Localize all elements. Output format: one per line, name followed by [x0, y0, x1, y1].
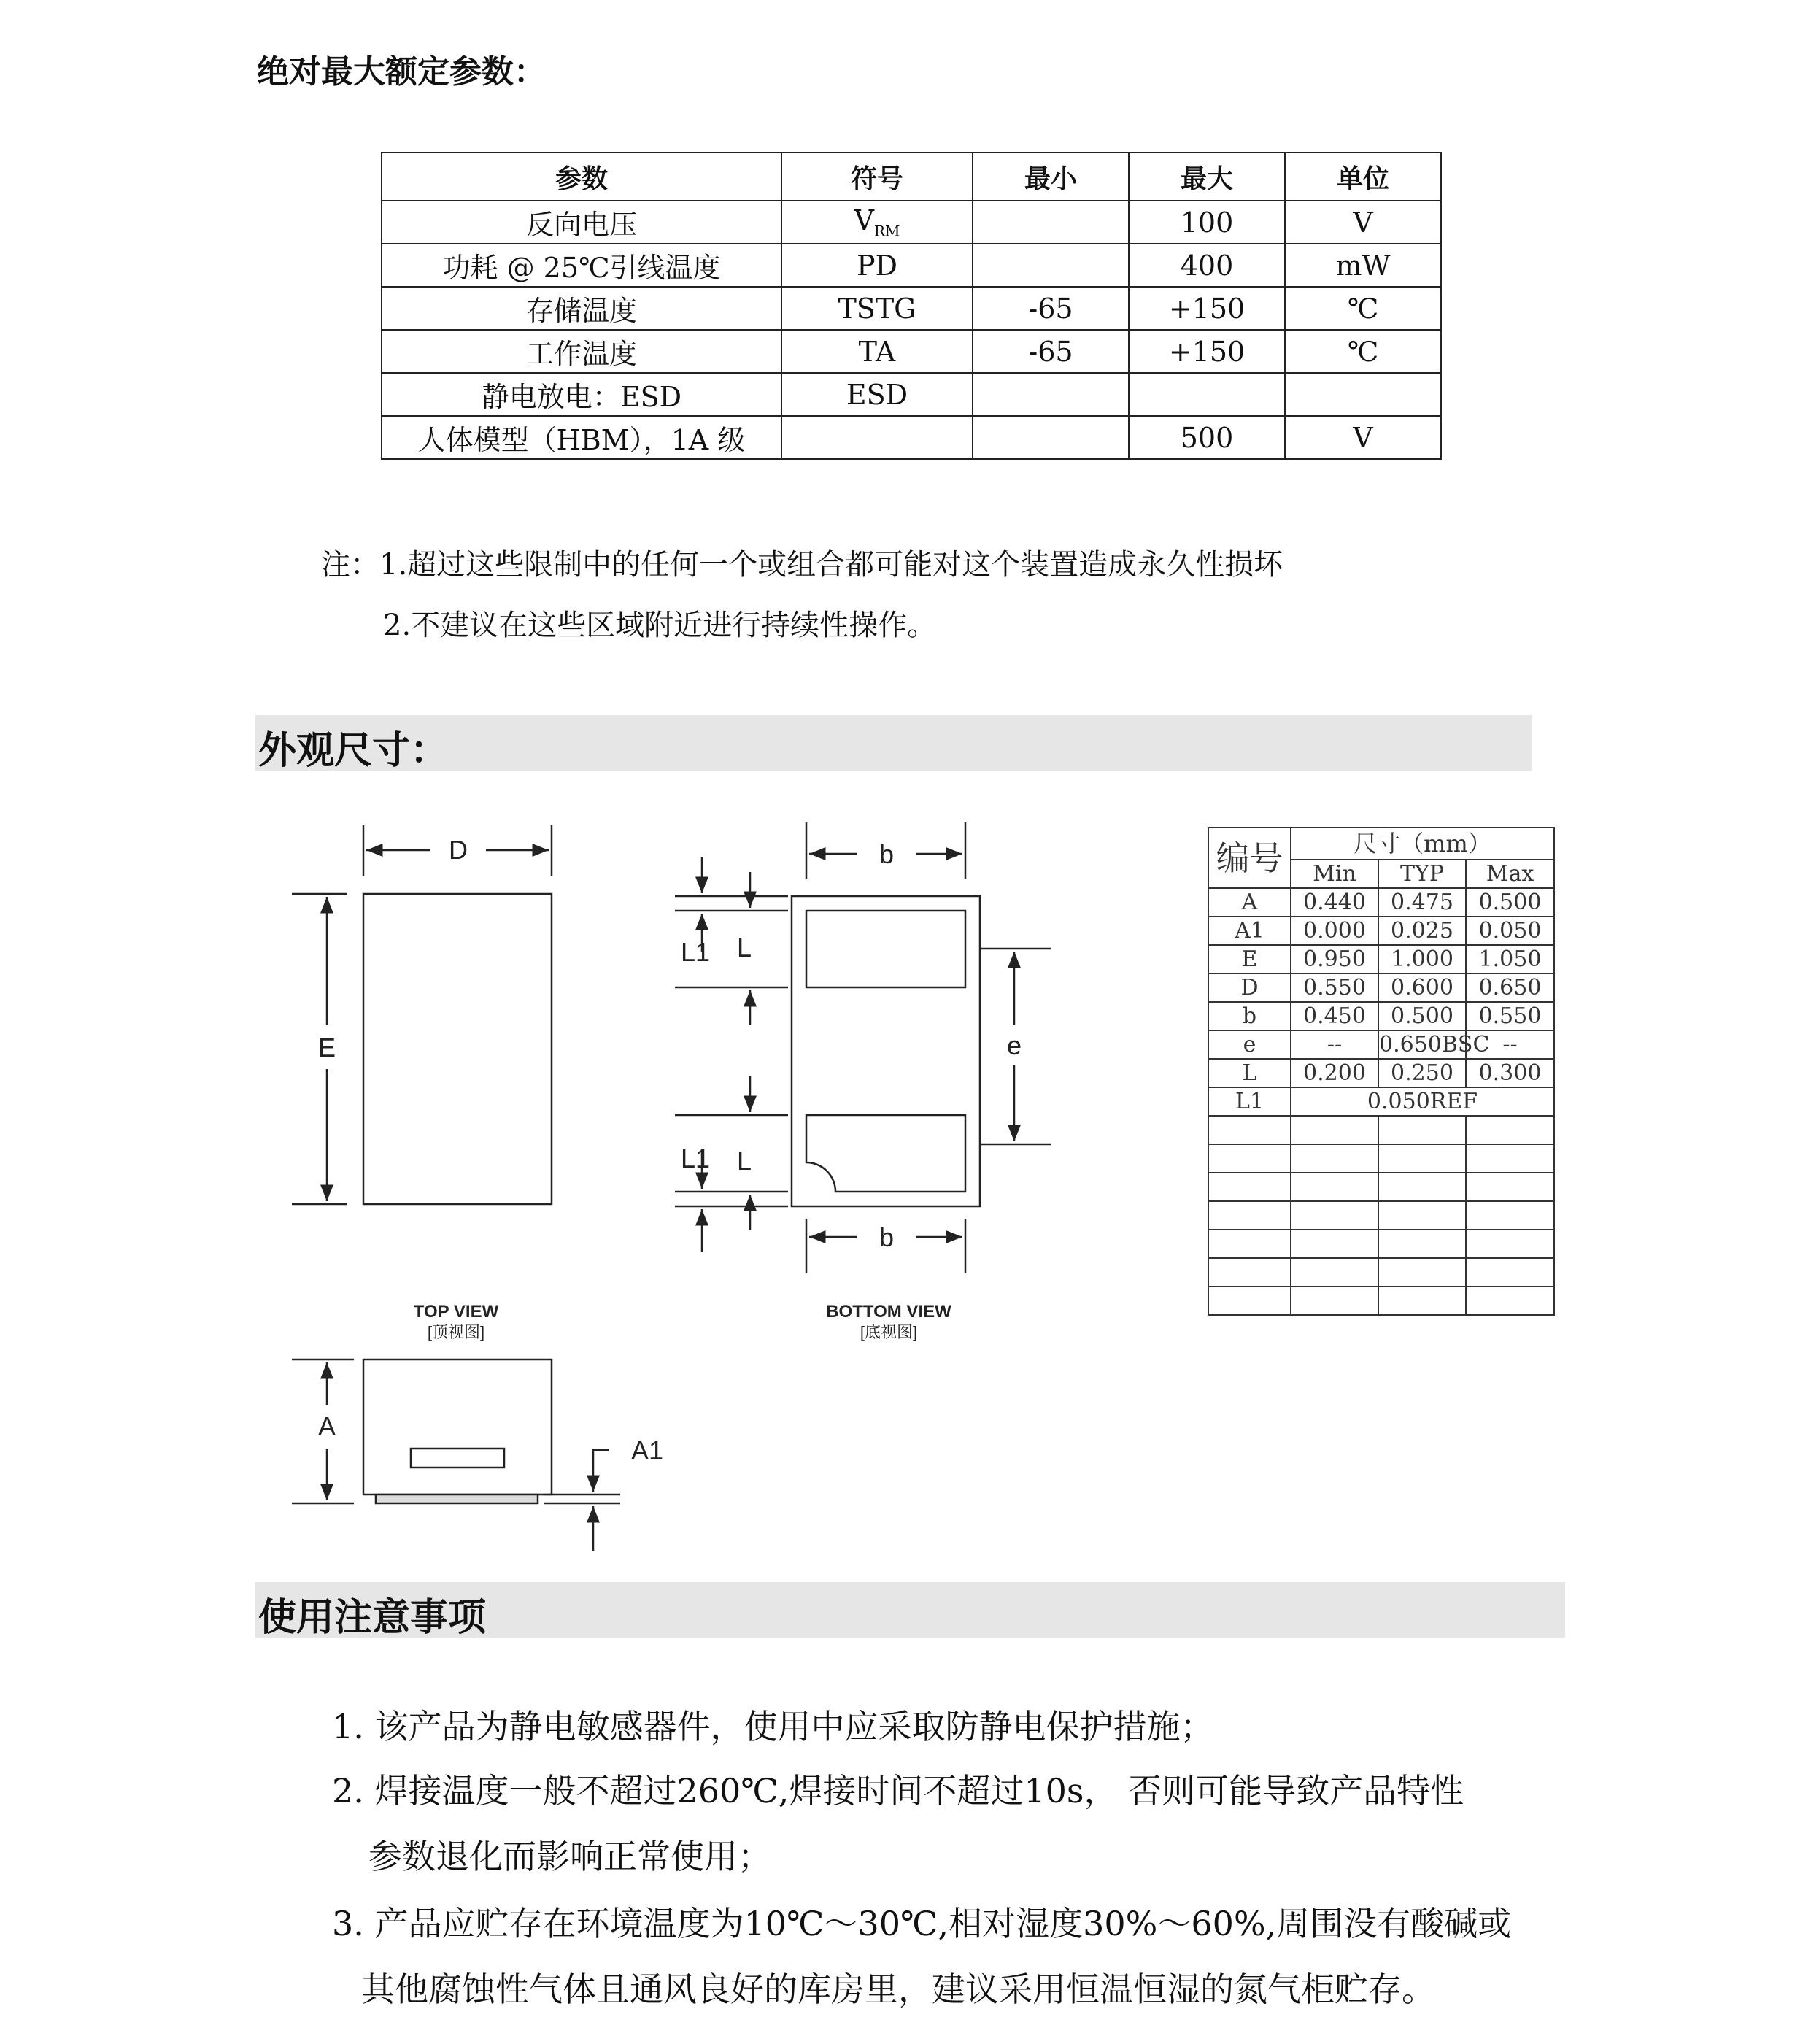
table-row — [1208, 1173, 1554, 1201]
table-row — [1208, 1087, 1554, 1116]
table-row — [1208, 1258, 1554, 1287]
cell-unit: V — [1285, 416, 1441, 459]
cell-typ: 0.600 — [1378, 973, 1466, 1002]
label-d: D — [449, 835, 468, 865]
label-l-bottom: L — [736, 1146, 752, 1176]
bottom-view-label: BOTTOM VIEW — [826, 1302, 951, 1322]
cell-max: 0.300 — [1466, 1059, 1554, 1087]
side-view-body — [363, 1360, 552, 1495]
cell-max: 100 — [1129, 201, 1285, 244]
empty-cell — [1466, 1173, 1554, 1201]
table-header-row — [382, 153, 1441, 201]
symbol-text: V — [854, 204, 874, 237]
cell-min: -65 — [973, 287, 1129, 330]
empty-cell — [1291, 1258, 1378, 1287]
empty-cell — [1291, 1230, 1378, 1258]
table-row — [1208, 888, 1554, 917]
table-row — [382, 201, 1441, 244]
cell-param: 功耗 @ 25℃引线温度 — [382, 244, 781, 287]
dimensions-heading: 外观尺寸： — [258, 729, 449, 773]
cell-max — [1129, 373, 1285, 416]
cell-max: 1.050 — [1466, 945, 1554, 973]
empty-cell — [1208, 1258, 1291, 1287]
table-row — [1208, 1116, 1554, 1144]
top-view-label-cn: [顶视图] — [427, 1323, 485, 1341]
empty-cell — [1378, 1201, 1466, 1230]
empty-cell — [1291, 1201, 1378, 1230]
cell-symbol — [781, 201, 973, 244]
usage-item-3-continued: 其他腐蚀性气体且通风良好的库房里，建议采用恒温恒湿的氮气柜贮存。 — [361, 1970, 1435, 2009]
package-outline-drawing — [277, 806, 1080, 1558]
label-e-pitch: e — [1006, 1030, 1022, 1060]
cell-typ: 0.025 — [1378, 917, 1466, 945]
label-l-top: L — [736, 933, 752, 963]
cell-typ: 0.650BSC — [1378, 1030, 1466, 1059]
table-header-row — [1208, 828, 1554, 860]
cell-code: L1 — [1208, 1087, 1291, 1116]
cell-max: -- — [1466, 1030, 1554, 1059]
table-row — [382, 244, 1441, 287]
empty-cell — [1378, 1230, 1466, 1258]
empty-cell — [1291, 1144, 1378, 1173]
cell-symbol: TSTG — [781, 287, 973, 330]
empty-cell — [1378, 1144, 1466, 1173]
cell-unit: ℃ — [1285, 287, 1441, 330]
cell-unit: V — [1285, 201, 1441, 244]
table-row — [1208, 917, 1554, 945]
empty-cell — [1208, 1144, 1291, 1173]
cell-min: 0.550 — [1291, 973, 1378, 1002]
symbol-subscript: RM — [873, 222, 900, 240]
cell-symbol: PD — [781, 244, 973, 287]
bottom-view-label-cn: [底视图] — [860, 1323, 918, 1341]
usage-item-3: 3. 产品应贮存在环境温度为10℃～30℃,相对湿度30%～60%,周围没有酸碱或 — [332, 1904, 1512, 1943]
col-header-unit: 单位 — [1285, 153, 1441, 201]
label-b-bottom: b — [879, 1222, 895, 1252]
table-row — [382, 416, 1441, 459]
cell-max: 500 — [1129, 416, 1285, 459]
col-header-max: 最大 — [1129, 153, 1285, 201]
cell-min — [973, 201, 1129, 244]
bottom-view-pad-top — [806, 911, 965, 987]
empty-cell — [1291, 1116, 1378, 1144]
empty-cell — [1291, 1173, 1378, 1201]
empty-cell — [1378, 1287, 1466, 1315]
cell-symbol: TA — [781, 330, 973, 373]
usage-item-1: 1. 该产品为静电敏感器件，使用中应采取防静电保护措施； — [332, 1707, 1214, 1746]
dimensions-heading-band — [255, 715, 1532, 771]
cell-param: 静电放电：ESD — [382, 373, 781, 416]
cell-unit: ℃ — [1285, 330, 1441, 373]
cell-typ: 0.500 — [1378, 1002, 1466, 1030]
table-row — [1208, 1002, 1554, 1030]
cell-max: 400 — [1129, 244, 1285, 287]
cell-max: +150 — [1129, 287, 1285, 330]
top-view-label: TOP VIEW — [413, 1302, 499, 1322]
cell-symbol: ESD — [781, 373, 973, 416]
cell-code: A1 — [1208, 917, 1291, 945]
cell-min: -65 — [973, 330, 1129, 373]
cell-l1-value: 0.050REF — [1291, 1087, 1554, 1116]
usage-heading: 使用注意事项 — [258, 1596, 487, 1640]
cell-param: 存储温度 — [382, 287, 781, 330]
empty-cell — [1466, 1144, 1554, 1173]
empty-cell — [1208, 1287, 1291, 1315]
empty-cell — [1291, 1287, 1378, 1315]
abs-max-table — [381, 152, 1442, 460]
label-b-top: b — [879, 839, 895, 869]
col-header-param: 参数 — [382, 153, 781, 201]
col-header-code: 编号 — [1208, 828, 1291, 888]
abs-max-title: 绝对最大额定参数： — [257, 53, 546, 90]
top-view-body — [363, 894, 552, 1204]
dimension-table — [1208, 827, 1555, 1316]
label-e: E — [317, 1033, 336, 1063]
cell-min: 0.950 — [1291, 945, 1378, 973]
col-header-typ: TYP — [1378, 860, 1466, 888]
cell-unit: mW — [1285, 244, 1441, 287]
bottom-view-body — [792, 896, 980, 1206]
cell-max: 0.050 — [1466, 917, 1554, 945]
col-header-size: 尺寸（mm） — [1291, 828, 1554, 860]
cell-min: -- — [1291, 1030, 1378, 1059]
label-a1: A1 — [631, 1435, 664, 1465]
col-header-symbol: 符号 — [781, 153, 973, 201]
empty-cell — [1378, 1258, 1466, 1287]
table-row — [382, 287, 1441, 330]
usage-item-2: 2. 焊接温度一般不超过260℃,焊接时间不超过10s， 否则可能导致产品特性 — [332, 1771, 1464, 1810]
cell-max: +150 — [1129, 330, 1285, 373]
cell-code: L — [1208, 1059, 1291, 1087]
cell-max: 0.650 — [1466, 973, 1554, 1002]
note-2: 2.不建议在这些区域附近进行持续性操作。 — [383, 609, 937, 642]
table-row — [1208, 1030, 1554, 1059]
empty-cell — [1466, 1230, 1554, 1258]
cell-min — [973, 244, 1129, 287]
cell-max: 0.550 — [1466, 1002, 1554, 1030]
table-row — [1208, 973, 1554, 1002]
cell-code: e — [1208, 1030, 1291, 1059]
cell-typ: 1.000 — [1378, 945, 1466, 973]
table-row — [382, 330, 1441, 373]
side-view — [292, 1360, 663, 1551]
cell-max: 0.500 — [1466, 888, 1554, 917]
label-a: A — [317, 1411, 336, 1441]
note-1: 注：1.超过这些限制中的任何一个或组合都可能对这个装置造成永久性损坏 — [321, 548, 1283, 582]
table-row — [1208, 1059, 1554, 1087]
cell-min: 0.450 — [1291, 1002, 1378, 1030]
table-row — [1208, 1144, 1554, 1173]
col-header-max: Max — [1466, 860, 1554, 888]
empty-cell — [1208, 1230, 1291, 1258]
cell-code: D — [1208, 973, 1291, 1002]
cell-min: 0.000 — [1291, 917, 1378, 945]
usage-heading-band — [255, 1582, 1565, 1638]
cell-param: 反向电压 — [382, 201, 781, 244]
empty-cell — [1208, 1173, 1291, 1201]
cell-param: 工作温度 — [382, 330, 781, 373]
empty-cell — [1208, 1116, 1291, 1144]
bottom-view-pad-bottom — [806, 1115, 965, 1192]
cell-typ: 0.475 — [1378, 888, 1466, 917]
label-l1-bottom: L1 — [680, 1144, 711, 1173]
usage-item-2-continued: 参数退化而影响正常使用； — [368, 1837, 771, 1876]
cell-symbol — [781, 416, 973, 459]
empty-cell — [1466, 1287, 1554, 1315]
col-header-min: 最小 — [973, 153, 1129, 201]
table-row — [1208, 1201, 1554, 1230]
cell-param: 人体模型（HBM），1A 级 — [382, 416, 781, 459]
cell-typ: 0.250 — [1378, 1059, 1466, 1087]
table-row — [1208, 1230, 1554, 1258]
side-view-pad — [376, 1495, 538, 1503]
empty-cell — [1466, 1258, 1554, 1287]
empty-cell — [1466, 1116, 1554, 1144]
col-header-min: Min — [1291, 860, 1378, 888]
bottom-view — [675, 822, 1051, 1341]
empty-cell — [1208, 1201, 1291, 1230]
empty-cell — [1466, 1201, 1554, 1230]
cell-min — [973, 416, 1129, 459]
table-row — [1208, 945, 1554, 973]
cell-min: 0.440 — [1291, 888, 1378, 917]
side-view-marking — [411, 1449, 504, 1468]
cell-code: b — [1208, 1002, 1291, 1030]
cell-code: E — [1208, 945, 1291, 973]
top-view — [292, 825, 552, 1341]
label-l1-top: L1 — [680, 937, 711, 967]
cell-unit — [1285, 373, 1441, 416]
empty-cell — [1378, 1116, 1466, 1144]
table-row — [382, 373, 1441, 416]
cell-code: A — [1208, 888, 1291, 917]
empty-cell — [1378, 1173, 1466, 1201]
cell-min: 0.200 — [1291, 1059, 1378, 1087]
cell-min — [973, 373, 1129, 416]
table-row — [1208, 1287, 1554, 1315]
